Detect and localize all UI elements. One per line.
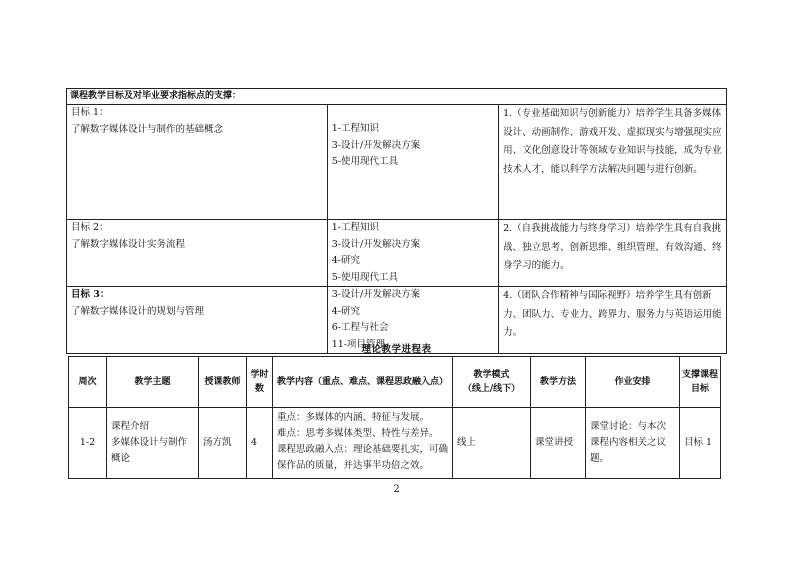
competency-cell: 2.（自我挑战能力与终身学习）培养学生具有自我挑战、独立思考、创新思维、组织管理、有效沟通、终身学习的能力。 (499, 220, 727, 287)
header-mode-line1: 教学模式 (473, 370, 510, 380)
indicator-item: 3-设计/开发解决方案 (331, 139, 421, 151)
header-mode-line2: （线上/线下） (462, 384, 521, 394)
schedule-row (69, 408, 721, 479)
support-cell: 目标 1 (680, 408, 721, 479)
header-week: 周次 (69, 357, 107, 408)
indicator-item: 3-设计/开发解决方案 (331, 238, 421, 250)
competency-cell: 1.（专业基础知识与创新能力）培养学生具备多媒体设计、动画制作、游戏开发、虚拟现实与增强现实应用、文化创意设计等领域专业知识与技能，成为专业技术人才，能以科学方法解决问题与进行创新。 (499, 105, 727, 220)
content-key-point: 重点：多媒体的内涵、特征与发展。 (277, 412, 430, 423)
objectives-header: 课程教学目标及对毕业要求指标点的支撑： (67, 89, 727, 105)
goal-text: 了解数字媒体设计的规划与管理 (71, 305, 205, 317)
objective-row (67, 220, 727, 287)
header-support: 支撑课程目标 (680, 357, 721, 408)
header-hours: 学时数 (247, 357, 273, 408)
header-topic: 教学主题 (107, 357, 199, 408)
indicator-item: 3-设计/开发解决方案 (331, 289, 421, 300)
schedule-header-row (69, 357, 721, 408)
schedule-table (68, 356, 721, 479)
goal-title: 目标 3： (71, 289, 110, 300)
goal-title: 目标 1： (71, 107, 109, 118)
method-cell: 课堂讲授 (531, 408, 586, 479)
goal-title: 目标 2： (71, 222, 109, 233)
indicator-item: 5-使用现代工具 (331, 156, 398, 167)
homework-cell: 课堂讨论：与本次课程内容相关之议题。 (586, 408, 680, 479)
competency-cell: 4.（团队合作精神与国际视野）培养学生具有创新力、团队力、专业力、跨界力、服务力与英语运用能力。 (499, 287, 727, 354)
indicator-item: 6-工程与社会 (331, 322, 389, 333)
indicator-cell (327, 105, 498, 220)
indicator-item: 1-工程知识 (331, 222, 379, 233)
objective-row (67, 105, 727, 220)
topic-cell (107, 408, 199, 479)
header-teacher: 授课教师 (199, 357, 247, 408)
content-ideology: 课程思政融入点：理论基础要扎实，可确保作品的质量，并达事半功倍之效。 (277, 444, 449, 471)
goal-cell (67, 105, 328, 220)
indicator-item: 5-使用现代工具 (331, 271, 398, 283)
indicator-cell (327, 220, 498, 287)
topic-line: 课程介绍 (111, 421, 150, 432)
week-cell: 1-2 (69, 408, 107, 479)
mode-cell: 线上 (453, 408, 531, 479)
content-difficulty: 难点：思考多媒体类型、特性与差异。 (277, 428, 439, 439)
objectives-table (66, 88, 727, 354)
page-number: 2 (393, 484, 400, 495)
schedule-title: 理论教学进程表 (361, 344, 432, 355)
hours-cell: 4 (247, 408, 273, 479)
header-mode (453, 357, 531, 408)
goal-cell (67, 220, 328, 287)
header-content: 教学内容（重点、难点、课程思政融入点） (273, 357, 453, 408)
goal-text: 了解数字媒体设计与制作的基础概念 (71, 123, 224, 135)
teacher-cell: 汤方凯 (199, 408, 247, 479)
indicator-item: 4-研究 (331, 255, 360, 266)
content-cell (273, 408, 453, 479)
indicator-item: 1-工程知识 (331, 123, 379, 134)
topic-line: 多媒体设计与制作概论 (111, 437, 188, 464)
goal-text: 了解数字媒体设计实务流程 (71, 238, 186, 250)
header-method: 教学方法 (531, 357, 586, 408)
indicator-item: 11-项目管理 (331, 338, 385, 350)
indicator-item: 4-研究 (331, 305, 360, 317)
header-homework: 作业安排 (586, 357, 680, 408)
